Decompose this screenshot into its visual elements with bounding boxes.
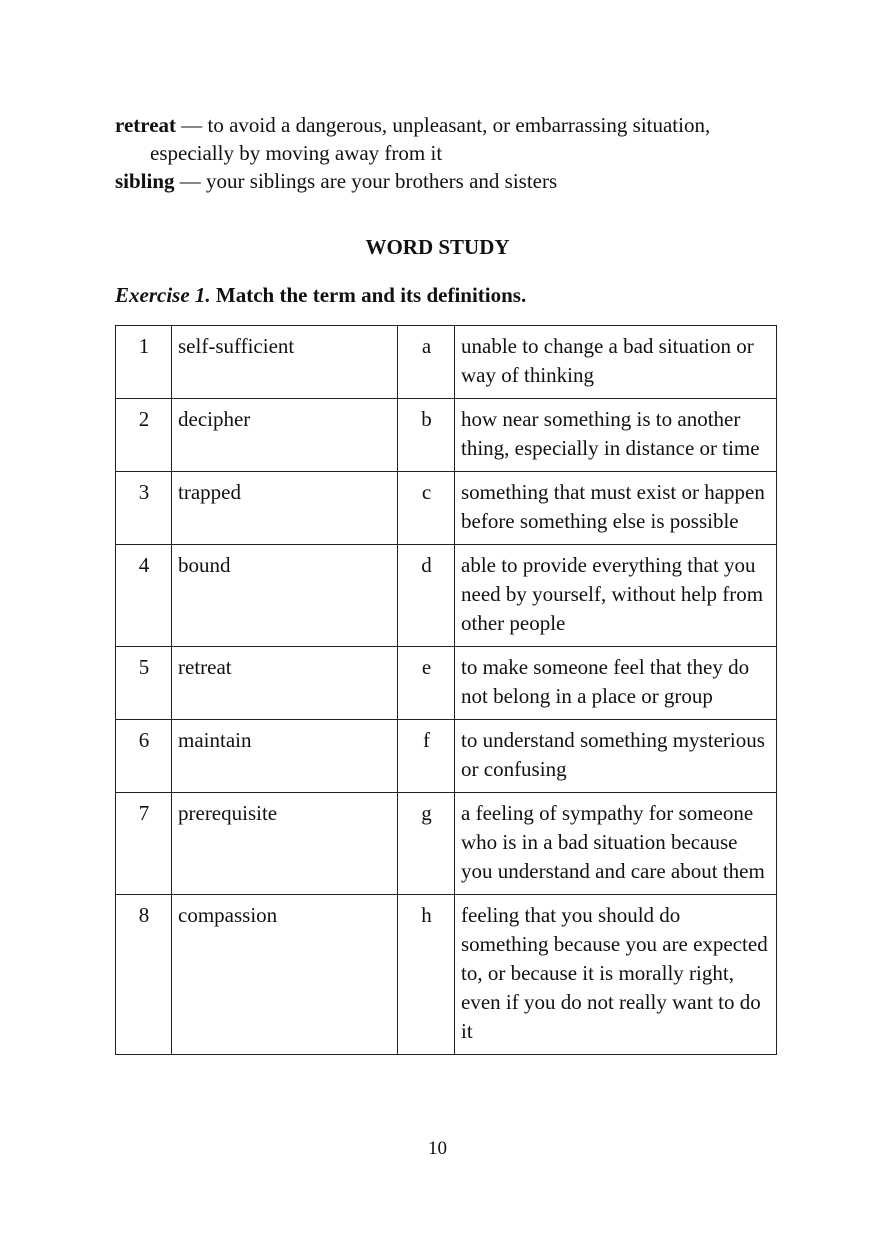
term-number: 8 <box>116 895 172 1055</box>
definition-cell: unable to change a bad situation or way of thinking <box>455 326 777 399</box>
term-number: 3 <box>116 472 172 545</box>
definition-letter: h <box>398 895 455 1055</box>
definition-cell: able to provide everything that you need by yourself, without help from other people <box>455 545 777 647</box>
term-cell: compassion <box>172 895 398 1055</box>
exercise-heading <box>115 283 526 308</box>
term-number: 7 <box>116 793 172 895</box>
glossary-definition: — your siblings are your brothers and sisters <box>174 169 558 193</box>
term-number: 4 <box>116 545 172 647</box>
section-title: WORD STUDY <box>365 235 510 259</box>
glossary <box>115 111 779 195</box>
term-number: 1 <box>116 326 172 399</box>
term-cell: decipher <box>172 399 398 472</box>
definition-cell: to make someone feel that they do not belong in a place or group <box>455 647 777 720</box>
glossary-term: retreat <box>115 113 177 137</box>
definition-letter: g <box>398 793 455 895</box>
definition-letter: c <box>398 472 455 545</box>
glossary-term: sibling <box>115 169 175 193</box>
term-number: 6 <box>116 720 172 793</box>
exercise-number: Exercise 1. <box>115 283 211 307</box>
definition-cell: to understand something mysterious or confusing <box>455 720 777 793</box>
table-row <box>116 895 777 1055</box>
table-row <box>116 647 777 720</box>
term-cell: self-sufficient <box>172 326 398 399</box>
table-row <box>116 793 777 895</box>
definition-cell: a feeling of sympathy for someone who is in a bad situation because you understand and care about them <box>455 793 777 895</box>
glossary-definition: — to avoid a dangerous, unpleasant, or embarrassing situation, especially by moving away from it <box>150 113 711 165</box>
term-number: 2 <box>116 399 172 472</box>
table-row <box>116 472 777 545</box>
definition-letter: f <box>398 720 455 793</box>
term-cell: maintain <box>172 720 398 793</box>
exercise-instruction: Match the term and its definitions. <box>210 283 527 307</box>
definition-cell: something that must exist or happen before something else is possible <box>455 472 777 545</box>
page-number: 10 <box>428 1138 447 1159</box>
term-cell: bound <box>172 545 398 647</box>
matching-table <box>115 325 777 1055</box>
table-row <box>116 326 777 399</box>
glossary-entry <box>115 167 779 195</box>
table-row <box>116 399 777 472</box>
term-cell: prerequisite <box>172 793 398 895</box>
definition-letter: a <box>398 326 455 399</box>
definition-cell: how near something is to another thing, especially in distance or time <box>455 399 777 472</box>
glossary-entry <box>115 111 779 167</box>
term-cell: retreat <box>172 647 398 720</box>
definition-letter: d <box>398 545 455 647</box>
definition-cell: feeling that you should do something because you are expected to, or because it is morally right, even if you do not really want to do it <box>455 895 777 1055</box>
table-row <box>116 720 777 793</box>
definition-letter: e <box>398 647 455 720</box>
term-number: 5 <box>116 647 172 720</box>
term-cell: trapped <box>172 472 398 545</box>
table-row <box>116 545 777 647</box>
definition-letter: b <box>398 399 455 472</box>
